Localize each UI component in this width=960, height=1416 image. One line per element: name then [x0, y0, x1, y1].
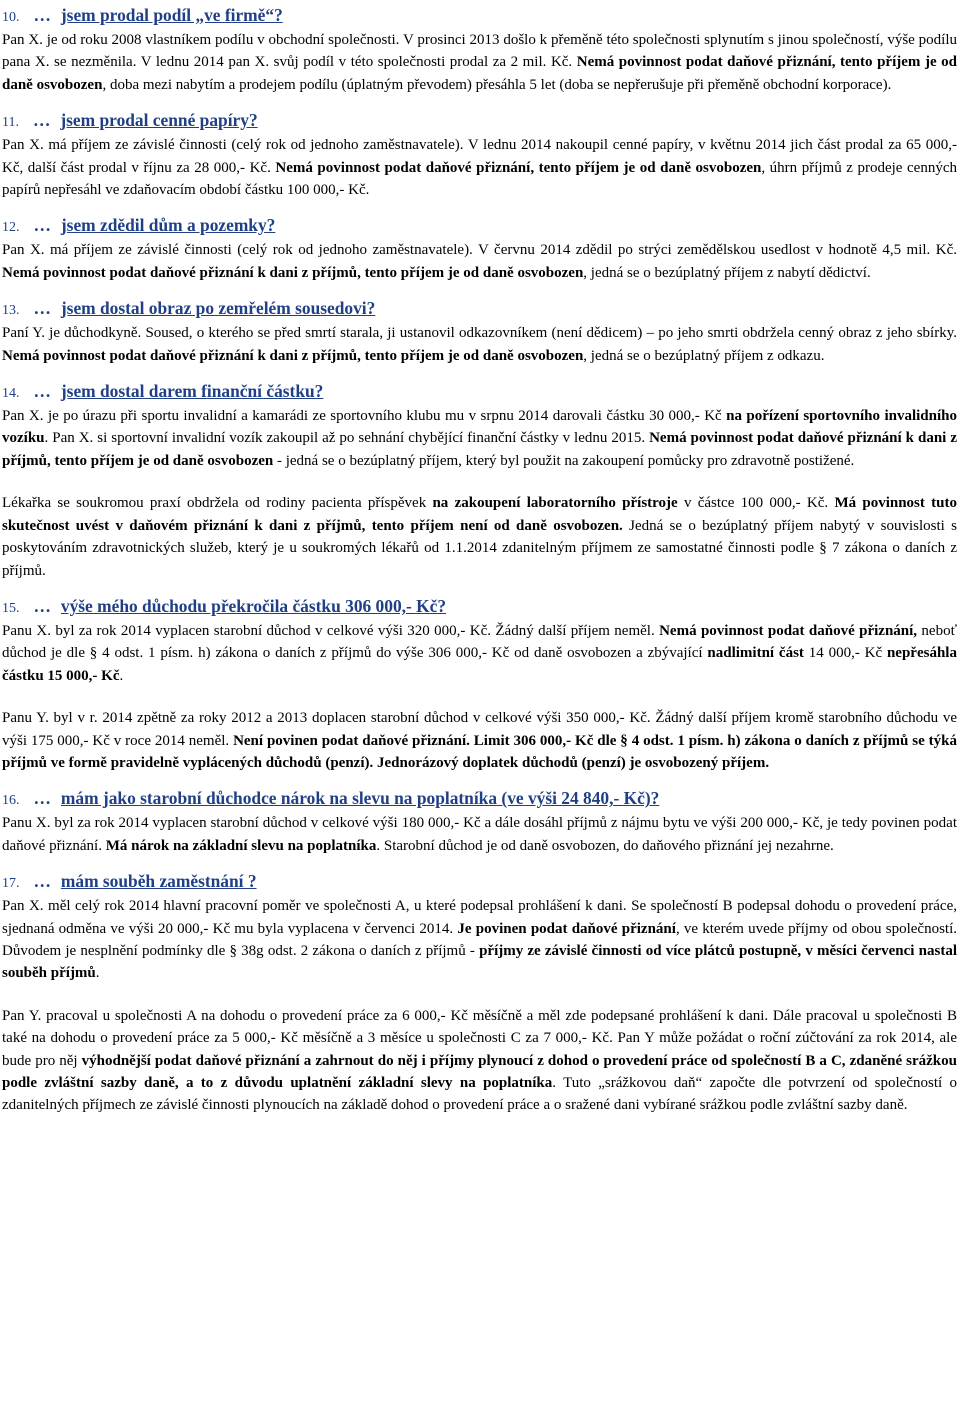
section-paragraph	[2, 895, 957, 985]
section-number: 16.	[2, 793, 20, 809]
section-number: 17.	[2, 876, 20, 892]
bold-run: na zakoupení laboratorního přístroje	[432, 495, 678, 512]
section-paragraph	[2, 1005, 957, 1117]
section-ellipsis: …	[33, 5, 51, 25]
section-heading	[2, 109, 957, 134]
bold-run: příjmy ze závislé činnosti od více plátců postupně, v měsíci červenci nastal souběh příjmů	[2, 942, 957, 982]
text-run: , jedná se o bezúplatný příjem z odkazu.	[583, 347, 825, 364]
section-title: jsem dostal obraz po zemřelém sousedovi?	[60, 298, 376, 319]
text-run: Panu X. byl za rok 2014 vyplacen starobní důchod v celkové výši 320 000,- Kč. Žádný další příjem neměl.	[2, 622, 660, 639]
section-paragraph	[2, 322, 957, 367]
section-paragraph	[2, 239, 957, 284]
section-heading	[2, 870, 957, 895]
section-title: jsem dostal darem finanční částku?	[60, 381, 324, 402]
section-heading	[2, 787, 957, 812]
text-run: - jedná se o bezúplatný příjem, který byl použit na zakoupení pomůcky pro zdravotně postižené.	[273, 452, 855, 469]
section-number: 15.	[2, 600, 20, 616]
text-run: Pan X. je od roku 2008 vlastníkem podílu v obchodní společnosti. V prosinci 2013 došlo k přeměně této společnosti splynutím s jinou společností, výše podílu pana X. se nezměnila. V lednu 2014 pan X. svůj podíl v této společnosti prodal za 2 mil. Kč.	[2, 32, 957, 71]
text-run: , jedná se o bezúplatný příjem z nabytí dědictví.	[583, 264, 871, 281]
text-run: .	[119, 667, 124, 684]
text-run: , doba mezi nabytím a prodejem podílu (úplatným převodem) přesáhla 5 let (doba se nepřerušuje při přeměně obchodní korporace).	[102, 76, 892, 93]
bold-run: Nemá povinnost podat daňové přiznání,	[659, 622, 918, 639]
text-run: Jedná se o bezúplatný příjem nabytý v souvislosti s poskytováním zdravotnických služeb, který je u soukromých lékařů od 1.1.2014 zdanitelným příjmem ze samostatné činnosti podle § 7 zákona o daních z příjmů.	[2, 517, 957, 579]
section-paragraph	[2, 134, 957, 201]
bold-run: výhodnější podat daňové přiznání a zahrnout do něj i příjmy plynoucí z dohod o provedení práce od společností B a C, zdaněné srážkou podle zvláštní sazby daně, a to z důvodu uplatnění základní slevy na poplatníka	[2, 1052, 957, 1091]
bold-run: nepřesáhla částku 15 000,- Kč	[2, 645, 957, 684]
document-page	[2, 4, 957, 1117]
section-heading	[2, 380, 957, 405]
section-number: 10.	[2, 10, 20, 25]
section-paragraph	[2, 812, 957, 857]
bold-run: na pořízení sportovního invalidního vozíku	[2, 408, 957, 447]
text-run: . Starobní důchod je od daně osvobozen, do daňového přiznání jej nezahrne.	[376, 837, 834, 854]
text-run: Panu X. byl za rok 2014 vyplacen starobní důchod v celkové výši 180 000,- Kč a dále dosáhl příjmů z nájmu bytu ve výši 200 000,- Kč, je tedy povinen podat daňové přiznání.	[2, 815, 957, 854]
text-run: Pan X. je po úrazu při sportu invalidní a kamarádi ze sportovního klubu mu v srpnu 2014 darovali částku 30 000,- Kč	[2, 408, 727, 425]
section-ellipsis: …	[33, 215, 51, 236]
section-heading	[2, 297, 957, 322]
section-paragraph	[2, 707, 957, 774]
bold-run: Nemá povinnost podat daňové přiznání k dani z příjmů, tento příjem je od daně osvobozen	[2, 430, 957, 469]
bold-run: Není povinen podat daňové přiznání. Limit 306 000,- Kč dle § 4 odst. 1 písm. h) zákona o daních z příjmů se týká příjmů ve formě pravidelně vyplácených důchodů (penzí). Jednorázový doplatek důchodů (penzí) je osvobozený příjem.	[2, 732, 957, 771]
section-ellipsis: …	[33, 298, 51, 319]
bold-run: Má nárok na základní slevu na poplatníka	[105, 837, 377, 854]
section-paragraph	[2, 405, 957, 472]
bold-run: Má povinnost tuto skutečnost uvést v daňovém přiznání k dani z příjmů, tento příjem není od daně osvobozen.	[2, 495, 957, 534]
section-title: jsem prodal cenné papíry?	[60, 110, 258, 131]
bold-run: Nemá povinnost podat daňové přiznání k dani z příjmů, tento příjem je od daně osvobozen	[2, 264, 584, 281]
section-title: mám souběh zaměstnání ?	[60, 871, 257, 892]
section-paragraph	[2, 620, 957, 687]
text-run: Paní Y. je důchodkyně. Soused, o kterého se před smrtí starala, ji ustanovil odkazovníkem (není dědicem) – po jeho smrti obdržela cenný obraz z jeho sbírky.	[2, 325, 957, 342]
text-run: 14 000,- Kč	[803, 645, 887, 662]
text-run: , ve kterém uvede příjmy od obou společností. Důvodem je nesplnění podmínky dle § 38g odst. 2 zákona o daních z příjmů -	[2, 920, 957, 959]
section-ellipsis: …	[33, 871, 51, 892]
text-run: neboť důchod je dle § 4 odst. 1 písm. h) zákona o daních z příjmů do výše 306 000,- Kč od daně osvobozen a zbývající	[2, 622, 957, 662]
text-run: v částce 100 000,- Kč.	[677, 495, 835, 512]
section-ellipsis: …	[33, 595, 51, 616]
section-heading	[2, 595, 957, 620]
text-run: Pan X. měl celý rok 2014 hlavní pracovní poměr ve společnosti A, u které podepsal prohlášení k dani. Se společností B podepsal dohodu o provedení práce, sjednaná odměna ve výši 20 000,- Kč mu byla vyplacena v červenci 2014.	[2, 898, 957, 937]
section-number: 11.	[2, 115, 19, 131]
bold-run: Je povinen podat daňové přiznání	[457, 920, 676, 937]
text-run: . Tuto „srážkovou daň“ započte dle potvrzení od společností o zdanitelných příjmech ze závislé činnosti plynoucích na základě dohod o provedení práce a o sražené dani vybírané srážkou podle zvláštní sazby daně.	[2, 1075, 957, 1114]
section-title: jsem prodal podíl „ve firmě“?	[60, 5, 283, 25]
text-run: , úhrn příjmů z prodeje cenných papírů nepřesáhl ve zdaňovacím období částku 100 000,- Kč.	[2, 159, 957, 199]
text-run: .	[95, 965, 100, 982]
section-number: 13.	[2, 303, 20, 319]
section-number: 12.	[2, 220, 20, 236]
section-title: jsem zdědil dům a pozemky?	[60, 215, 276, 236]
section-heading	[2, 214, 957, 239]
section-title: mám jako starobní důchodce nárok na slevu na poplatníka (ve výši 24 840,- Kč)?	[60, 788, 660, 809]
bold-run: Nemá povinnost podat daňové přiznání, tento příjem je od daně osvobozen	[275, 159, 762, 176]
section-paragraph	[2, 29, 957, 96]
text-run: Panu Y. byl v r. 2014 zpětně za roky 2012 a 2013 doplacen starobní důchod v celkové výši 350 000,- Kč. Žádný další příjem kromě starobního důchodu ve výši 175 000,- Kč v roce 2014 neměl.	[2, 710, 957, 749]
section-title: výše mého důchodu překročila částku 306 000,- Kč?	[60, 595, 447, 616]
text-run: . Pan X. si sportovní invalidní vozík zakoupil až po sehnání chybějící finanční částky v lednu 2015.	[44, 430, 650, 447]
bold-run: Nemá povinnost podat daňové přiznání k dani z příjmů, tento příjem je od daně osvobozen	[2, 347, 584, 364]
section-heading	[2, 4, 957, 29]
text-run: Lékařka se soukromou praxí obdržela od rodiny pacienta příspěvek	[2, 495, 433, 512]
section-number: 14.	[2, 386, 20, 402]
section-paragraph	[2, 492, 957, 582]
text-run: Pan X. má příjem ze závislé činnosti (celý rok od jednoho zaměstnavatele). V lednu 2014 nakoupil cenné papíry, v květnu 2014 jich část prodal za 65 000,- Kč, další část prodal v říjnu za 28 000,- Kč.	[2, 137, 957, 176]
section-ellipsis: …	[32, 110, 51, 131]
bold-run: nadlimitní část	[707, 645, 804, 662]
section-ellipsis: …	[33, 381, 51, 402]
bold-run: Nemá povinnost podat daňové přiznání, tento příjem je od daně osvobozen	[2, 54, 957, 93]
text-run: Pan Y. pracoval u společnosti A na dohodu o provedení práce za 6 000,- Kč měsíčně a měl zde podepsané prohlášení k dani. Dále pracoval u společnosti B také na dohodu o provedení práce za 5 000,- Kč měsíčně a 3 měsíce u společnosti C za 7 000,- Kč. Pan Y může požádat o roční zúčtování za rok 2014, ale bude pro něj	[2, 1007, 957, 1069]
text-run: Pan X. má příjem ze závislé činnosti (celý rok od jednoho zaměstnavatele). V červnu 2014 zdědil po strýci zemědělskou usedlost v hodnotě 4,5 mil. Kč.	[2, 242, 957, 259]
section-ellipsis: …	[33, 788, 51, 809]
